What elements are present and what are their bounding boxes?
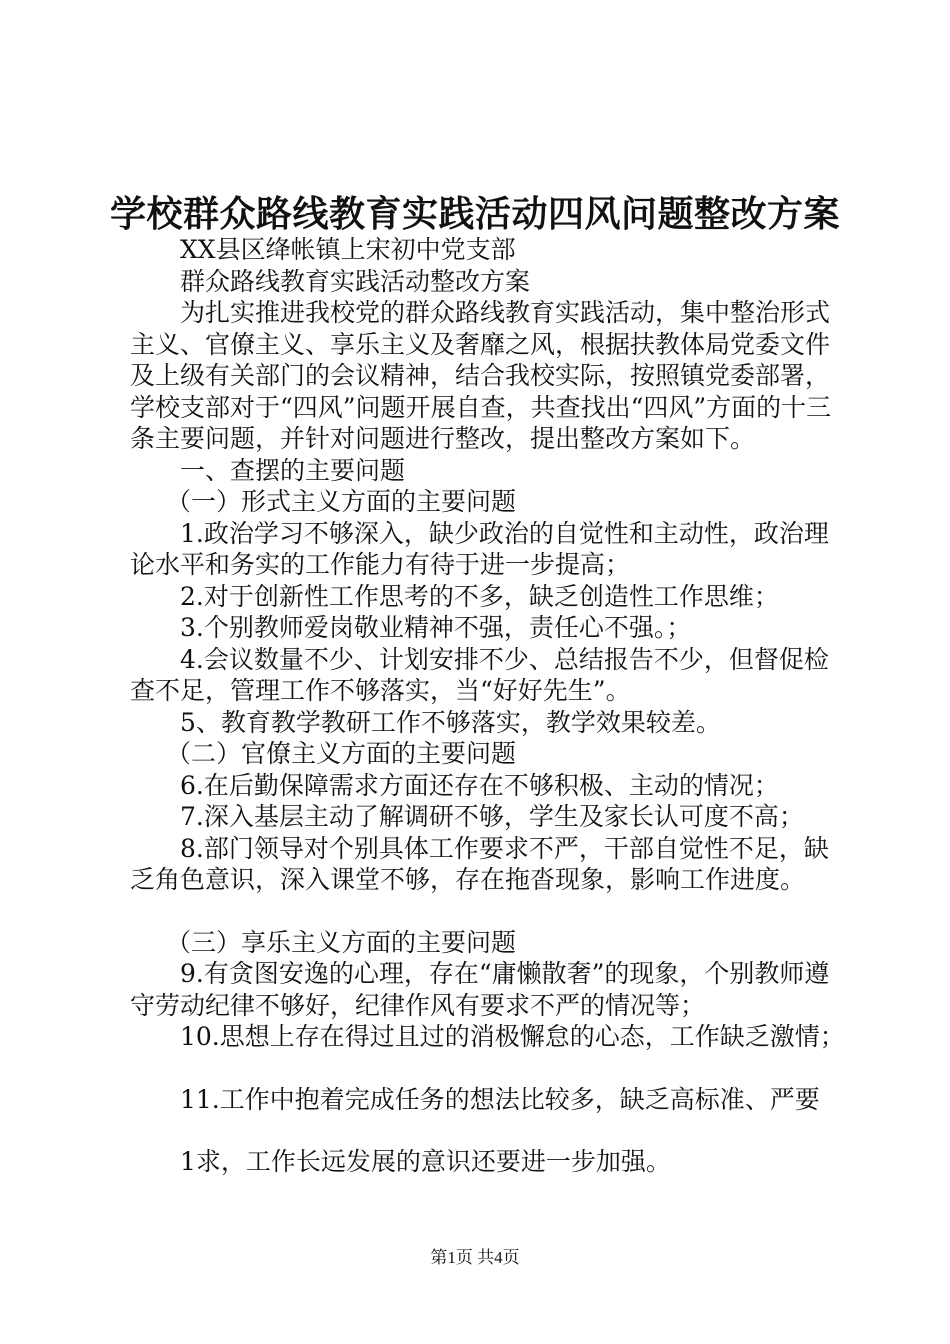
problem-item: 4.会议数量不少、计划安排不少、总结报告不少，但督促检查不足，管理工作不够落实，当“好好先生”。 <box>130 644 829 705</box>
problem-item: 10.思想上存在得过且过的消极懈怠的心态，工作缺乏激情； <box>180 1022 845 1051</box>
problem-item: 1求，工作长远发展的意识还要进一步加强。 <box>180 1147 671 1176</box>
problem-item: 5、教育教学教研工作不够落实，教学效果较差。 <box>180 707 721 737</box>
problem-item: 2.对于创新性工作思考的不多，缺乏创造性工作思维； <box>180 581 779 611</box>
spacer <box>130 1053 850 1084</box>
section-heading: 一、查摆的主要问题 <box>180 455 406 485</box>
problem-item: 8.部门领导对个别具体工作要求不严，干部自觉性不足，缺乏角色意识，深入课堂不够，存在拖沓现象，影响工作进度。 <box>130 833 829 894</box>
problem-item: 1.政治学习不够深入，缺少政治的自觉性和主动性，政治理论水平和务实的工作能力有待于进一步提高； <box>130 518 829 579</box>
problem-item: 7.深入基层主动了解调研不够，学生及家长认可度不高； <box>180 802 804 831</box>
subsection-heading: （二）官僚主义方面的主要问题 <box>166 739 517 768</box>
subsection-heading: （三）享乐主义方面的主要问题 <box>166 927 517 957</box>
problem-item: 11.工作中抱着完成任务的想法比较多，缺乏高标准、严要 <box>180 1084 820 1114</box>
page-number: 第1页 共4页 <box>430 1248 520 1267</box>
problem-item: 6.在后勤保障需求方面还存在不够积极、主动的情况； <box>180 770 779 800</box>
subtitle-line: 群众路线教育实践活动整改方案 <box>180 266 531 296</box>
problem-item: 3.个别教师爱岗敬业精神不强，责任心不强。； <box>180 613 692 642</box>
spacer <box>130 1115 850 1146</box>
org-line: XX县区绛帐镇上宋初中党支部 <box>180 235 516 264</box>
document-body <box>130 234 850 1178</box>
problem-item: 9.有贪图安逸的心理，存在“庸懒散奢”的现象，个别教师遵守劳动纪律不够好，纪律作风有要求不严的情况等； <box>130 959 830 1020</box>
subsection-heading: （一）形式主义方面的主要问题 <box>166 487 517 516</box>
spacer <box>130 896 850 927</box>
intro-paragraph: 为扎实推进我校党的群众路线教育实践活动，集中整治形式主义、官僚主义、享乐主义及奢靡之风，根据扶教体局党委文件及上级有关部门的会议精神，结合我校实际，按照镇党委部署，学校支部对于“四风”问题开展自查，共查找出“四风”方面的十三条主要问题，并针对问题进行整改，提出整改方案如下。 <box>130 298 832 453</box>
document-title: 学校群众路线教育实践活动四风问题整改方案 <box>109 193 840 235</box>
